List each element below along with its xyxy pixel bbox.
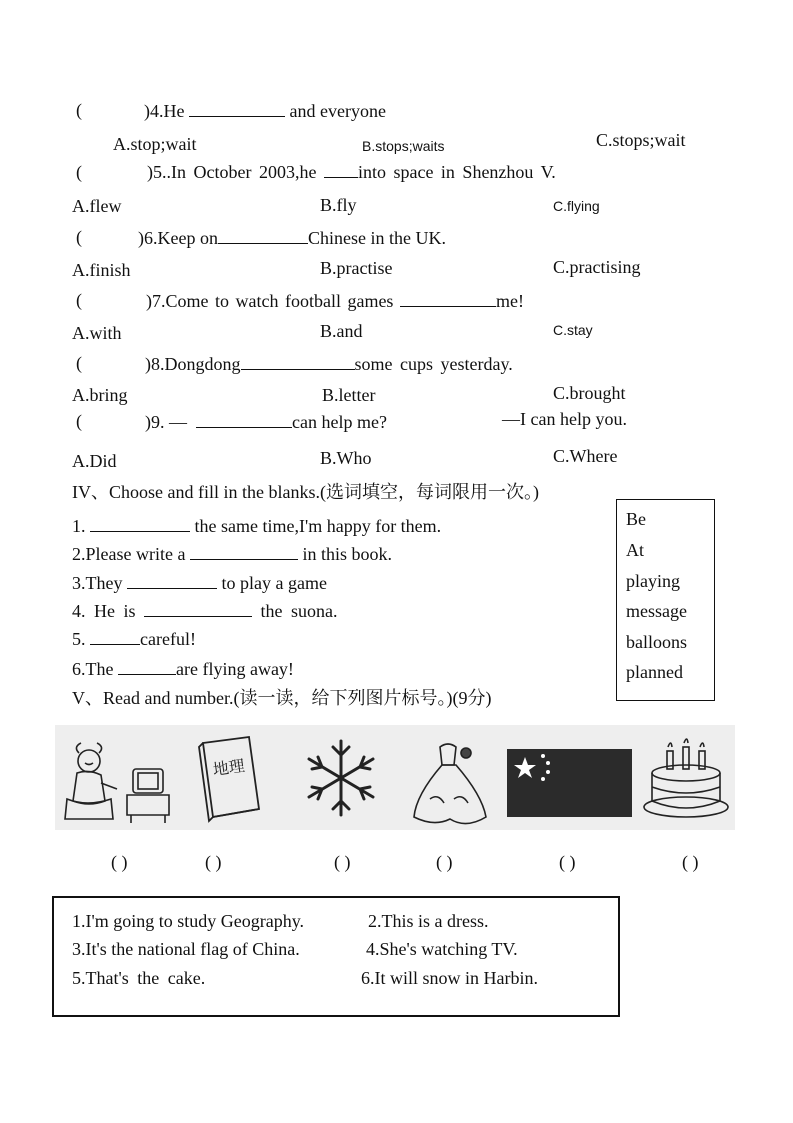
word-bank-item: playing — [626, 571, 680, 591]
q4-blank[interactable] — [189, 100, 285, 117]
q8-paren: ( — [76, 353, 82, 373]
geography-book-picture — [193, 729, 268, 829]
q6-option-a[interactable]: A.finish — [72, 260, 131, 280]
q7-paren: ( — [76, 290, 82, 310]
q4-question — [144, 100, 386, 121]
q5-question — [147, 161, 556, 182]
girl-watching-tv-picture — [57, 739, 182, 829]
q4-stem: )4.He — [144, 101, 185, 121]
fill-item-5: 5. careful! — [72, 629, 196, 649]
q8-stem: )8.Dongdong — [145, 354, 241, 374]
q5-blank[interactable] — [324, 161, 358, 178]
q4-option-b[interactable]: B.stops;waits — [362, 138, 445, 154]
sentence-4: 4.She's watching TV. — [366, 939, 518, 959]
q9-option-b[interactable]: B.Who — [320, 448, 372, 468]
fill-item-4: 4. He is the suona. — [72, 601, 338, 621]
q7-tail: me! — [495, 291, 524, 311]
book-cover-text: 地理 — [211, 755, 246, 780]
fill-blank-2[interactable] — [190, 543, 298, 560]
q5-option-c[interactable]: C.flying — [553, 198, 600, 214]
picture-5-answer[interactable]: ( ) — [559, 852, 576, 872]
q6-tail: Chinese in the UK. — [307, 228, 446, 248]
section5-title: V、Read and number.(读一读，给下列图片标号。)(9分) — [72, 688, 492, 708]
q9-option-c[interactable]: C.Where — [553, 446, 618, 466]
small-star-icon — [541, 754, 545, 758]
q5-stem: )5..In October 2003,he — [147, 162, 317, 182]
fill-blank-1[interactable] — [90, 515, 190, 532]
picture-6-answer[interactable]: ( ) — [682, 852, 699, 872]
birthday-cake-picture — [640, 733, 730, 827]
fill-item-6: 6.The are flying away! — [72, 659, 294, 679]
q9-stem: )9. — — [145, 412, 187, 432]
q9-tail: can help me? — [292, 412, 387, 432]
sentence-6: 6.It will snow in Harbin. — [361, 968, 538, 988]
q7-stem: )7.Come to watch football games — [146, 291, 394, 311]
word-bank-item: Be — [626, 509, 646, 529]
small-star-icon — [546, 770, 550, 774]
q4-paren: ( — [76, 100, 82, 120]
fill-blank-3[interactable] — [127, 572, 217, 589]
q6-option-b[interactable]: B.practise — [320, 258, 393, 278]
word-bank-item: balloons — [626, 632, 687, 652]
q6-paren: ( — [76, 227, 82, 247]
q4-option-a[interactable]: A.stop;wait — [113, 134, 197, 154]
word-bank — [616, 499, 715, 701]
q9-reply: —I can help you. — [502, 409, 627, 429]
q5-option-a[interactable]: A.flew — [72, 196, 122, 216]
q8-question — [145, 353, 513, 374]
q9-blank[interactable] — [196, 411, 292, 428]
q5-option-b[interactable]: B.fly — [320, 195, 357, 215]
q6-question — [138, 227, 446, 248]
fill-blank-6[interactable] — [118, 658, 176, 675]
picture-1-answer[interactable]: ( ) — [111, 852, 128, 872]
fill-item-1: 1. the same time,I'm happy for them. — [72, 516, 442, 536]
q8-blank[interactable] — [241, 353, 355, 370]
picture-4-answer[interactable]: ( ) — [436, 852, 453, 872]
q8-option-a[interactable]: A.bring — [72, 385, 128, 405]
fill-item-3: 3.They to play a game — [72, 573, 327, 593]
fill-blank-4[interactable] — [144, 600, 252, 617]
word-bank-item: At — [626, 540, 644, 560]
q4-option-c[interactable]: C.stops;wait — [596, 130, 686, 150]
picture-2-answer[interactable]: ( ) — [205, 852, 222, 872]
section4-title: IV、Choose and fill in the blanks.(选词填空，每词限用一次。) — [72, 482, 539, 502]
q7-option-a[interactable]: A.with — [72, 323, 122, 343]
q7-question — [146, 290, 524, 311]
small-star-icon — [546, 761, 550, 765]
fill-blank-5[interactable] — [90, 628, 140, 645]
sentence-3: 3.It's the national flag of China. — [72, 939, 300, 959]
q9-paren: ( — [76, 411, 82, 431]
q8-option-b[interactable]: B.letter — [322, 385, 376, 405]
sentence-5: 5.That's the cake. — [72, 968, 206, 988]
sentence-box — [52, 896, 620, 1017]
snowflake-picture — [300, 737, 382, 819]
q7-option-b[interactable]: B.and — [320, 321, 363, 341]
q6-stem: )6.Keep on — [138, 228, 218, 248]
q4-tail: and everyone — [289, 101, 386, 121]
picture-3-answer[interactable]: ( ) — [334, 852, 351, 872]
q9-option-a[interactable]: A.Did — [72, 451, 117, 471]
word-bank-item: planned — [626, 662, 683, 682]
dress-picture — [408, 739, 493, 829]
q5-tail: into space in Shenzhou V. — [357, 162, 556, 182]
national-flag-picture — [507, 749, 632, 817]
fill-item-2: 2.Please write a in this book. — [72, 544, 392, 564]
small-star-icon — [541, 777, 545, 781]
sentence-2: 2.This is a dress. — [368, 911, 489, 931]
q7-blank[interactable] — [400, 290, 496, 307]
q9-question — [145, 411, 387, 432]
sentence-1: 1.I'm going to study Geography. — [72, 911, 305, 931]
q6-option-c[interactable]: C.practising — [553, 257, 641, 277]
q6-blank[interactable] — [218, 227, 308, 244]
word-bank-item: message — [626, 601, 687, 621]
q5-paren: ( — [76, 162, 82, 182]
q8-option-c[interactable]: C.brought — [553, 383, 626, 403]
q8-tail: some cups yesterday. — [354, 354, 513, 374]
picture-strip — [55, 725, 735, 830]
q7-option-c[interactable]: C.stay — [553, 322, 593, 338]
